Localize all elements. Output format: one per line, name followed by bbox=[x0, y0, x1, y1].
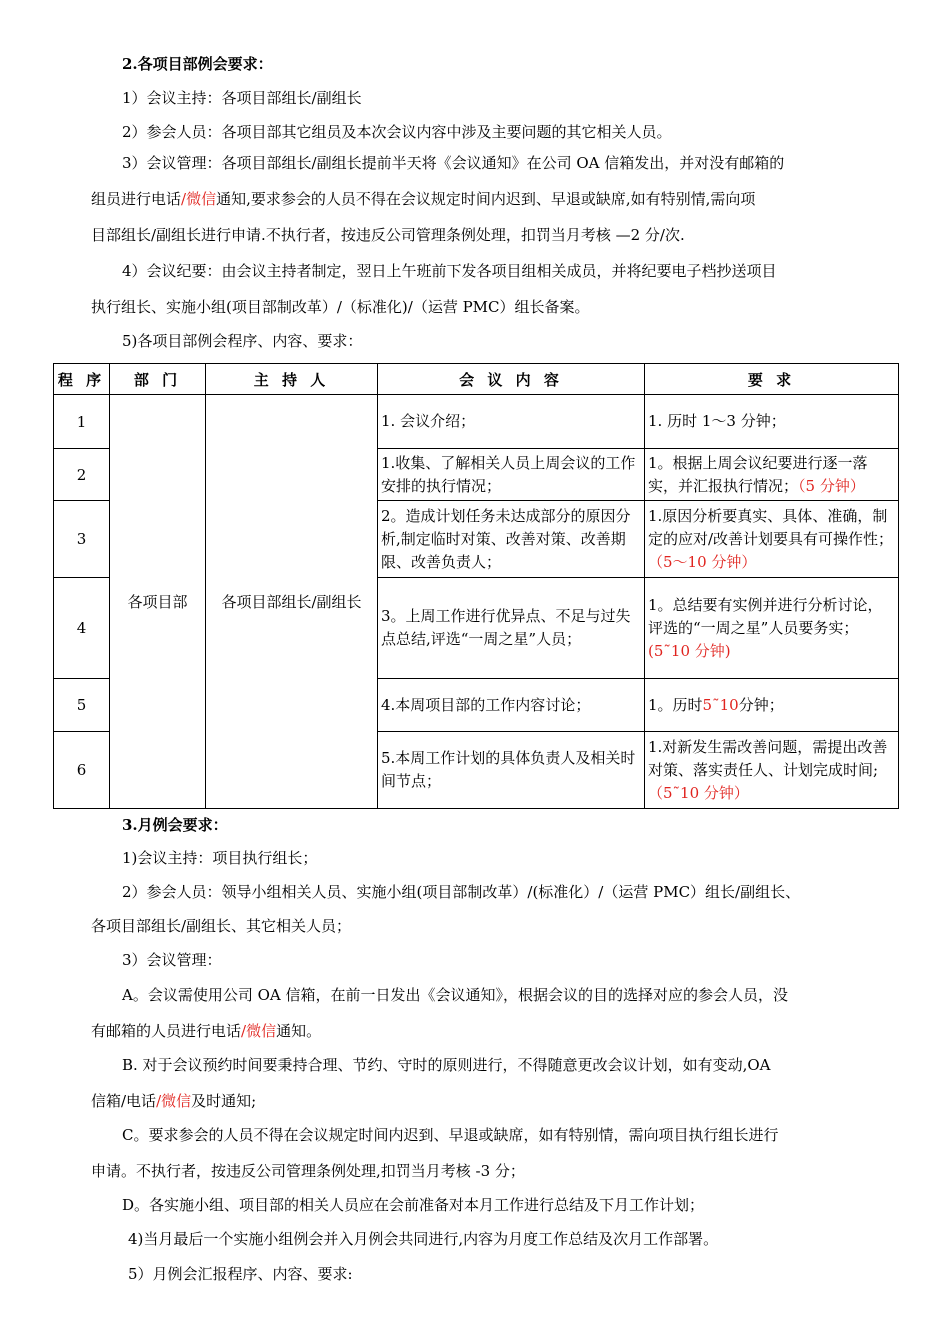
content-cell: 2。造成计划任务未达成部分的原因分析,制定临时对策、改善对策、改善期限、改善负责人； bbox=[378, 501, 645, 578]
dept-cell: 各项目部 bbox=[110, 395, 206, 809]
section2-procedure-heading: 5)各项目部例会程序、内容、要求： bbox=[122, 332, 363, 350]
header-host: 主 持 人 bbox=[206, 364, 378, 395]
section3-item-c-line1: C。要求参会的人员不得在会议规定时间内迟到、早退或缺席，如有特别情，需向项目执行组长进行 bbox=[122, 1126, 779, 1144]
section3-management-heading: 3）会议管理： bbox=[122, 951, 222, 969]
requirement-cell: 1.原因分析要真实、具体、准确，制定的应对/改善计划要具有可操作性；（5～10 分钟） bbox=[645, 501, 899, 578]
section3-item-b-line1: B. 对于会议预约时间要秉持合理、节约、守时的原则进行，不得随意更改会议计划，如有变动,OA bbox=[122, 1056, 771, 1074]
requirement-cell: 1.对新发生需改善问题，需提出改善对策、落实责任人、计划完成时间;（5˜10 分钟） bbox=[645, 732, 899, 809]
section3-item-b-line2: 信箱/电话/微信及时通知; bbox=[91, 1092, 257, 1110]
section3-host: 1)会议主持：项目执行组长； bbox=[122, 849, 318, 867]
content-cell: 1. 会议介绍； bbox=[378, 395, 645, 449]
header-requirement: 要 求 bbox=[645, 364, 899, 395]
table-row bbox=[54, 395, 899, 449]
section3-title: 3.月例会要求： bbox=[122, 816, 228, 834]
header-step: 程 序 bbox=[54, 364, 110, 395]
section3-item-d: D。各实施小组、项目部的相关人员应在会前准备对本月工作进行总结及下月工作计划； bbox=[122, 1196, 705, 1214]
requirement-cell: 1. 历时 1～3 分钟； bbox=[645, 395, 899, 449]
section2-host: 1）会议主持：各项目部组长/副组长 bbox=[122, 89, 362, 107]
section2-management-line2: 组员进行电话/微信通知,要求参会的人员不得在会议规定时间内迟到、早退或缺席,如有特别情,需向项 bbox=[91, 190, 756, 208]
section2-title: 2.各项目部例会要求： bbox=[122, 55, 273, 73]
requirement-cell: 1。根据上周会议纪要进行逐一落实，并汇报执行情况；（5 分钟） bbox=[645, 449, 899, 501]
content-cell: 5.本周工作计划的具体负责人及相关时间节点； bbox=[378, 732, 645, 809]
section3-attendees-line2: 各项目部组长/副组长、其它相关人员； bbox=[91, 917, 352, 935]
meeting-procedure-table bbox=[53, 363, 899, 809]
section3-item-a-line1: A。会议需使用公司 OA 信箱，在前一日发出《会议通知》，根据会议的目的选择对应的参会人员，没 bbox=[122, 986, 789, 1004]
requirement-cell: 1。总结要有实例并进行分析讨论，评选的“一周之星”人员要务实； (5˜10 分钟) bbox=[645, 578, 899, 679]
section2-management-line1: 3）会议管理：各项目部组长/副组长提前半天将《会议通知》在公司 OA 信箱发出，并对没有邮箱的 bbox=[122, 154, 785, 172]
row-number: 4 bbox=[54, 578, 110, 679]
section3-attendees-line1: 2）参会人员：领导小组相关人员、实施小组(项目部制改革）/(标准化）/（运营 PMC）组长/副组长、 bbox=[122, 883, 801, 901]
row-number: 6 bbox=[54, 732, 110, 809]
row-number: 1 bbox=[54, 395, 110, 449]
requirement-cell: 1。历时5˜10分钟； bbox=[645, 679, 899, 732]
content-cell: 1.收集、了解相关人员上周会议的工作安排的执行情况； bbox=[378, 449, 645, 501]
section2-management-line3: 目部组长/副组长进行申请.不执行者，按违反公司管理条例处理，扣罚当月考核 —2 分/次. bbox=[91, 226, 685, 244]
section3-monthly-merge: 4)当月最后一个实施小组例会并入月例会共同进行,内容为月度工作总结及次月工作部署。 bbox=[128, 1230, 719, 1248]
section3-item-c-line2: 申请。不执行者，按违反公司管理条例处理,扣罚当月考核 -3 分； bbox=[91, 1162, 525, 1180]
row-number: 3 bbox=[54, 501, 110, 578]
table-header-row bbox=[54, 364, 899, 395]
content-cell: 3。上周工作进行优异点、不足与过失点总结,评选“一周之星”人员； bbox=[378, 578, 645, 679]
section3-procedure-heading: 5）月例会汇报程序、内容、要求: bbox=[128, 1265, 353, 1283]
row-number: 2 bbox=[54, 449, 110, 501]
row-number: 5 bbox=[54, 679, 110, 732]
section3-item-a-line2: 有邮箱的人员进行电话/微信通知。 bbox=[91, 1022, 322, 1040]
section2-minutes-line1: 4）会议纪要：由会议主持者制定，翌日上午班前下发各项目组相关成员，并将纪要电子档抄送项目 bbox=[122, 262, 777, 280]
section2-minutes-line2: 执行组长、实施小组(项目部制改革）/（标准化)/（运营 PMC）组长备案。 bbox=[91, 298, 590, 316]
host-cell: 各项目部组长/副组长 bbox=[206, 395, 378, 809]
content-cell: 4.本周项目部的工作内容讨论； bbox=[378, 679, 645, 732]
header-dept: 部 门 bbox=[110, 364, 206, 395]
section2-attendees: 2）参会人员：各项目部其它组员及本次会议内容中涉及主要问题的其它相关人员。 bbox=[122, 123, 672, 141]
header-content: 会 议 内 容 bbox=[378, 364, 645, 395]
